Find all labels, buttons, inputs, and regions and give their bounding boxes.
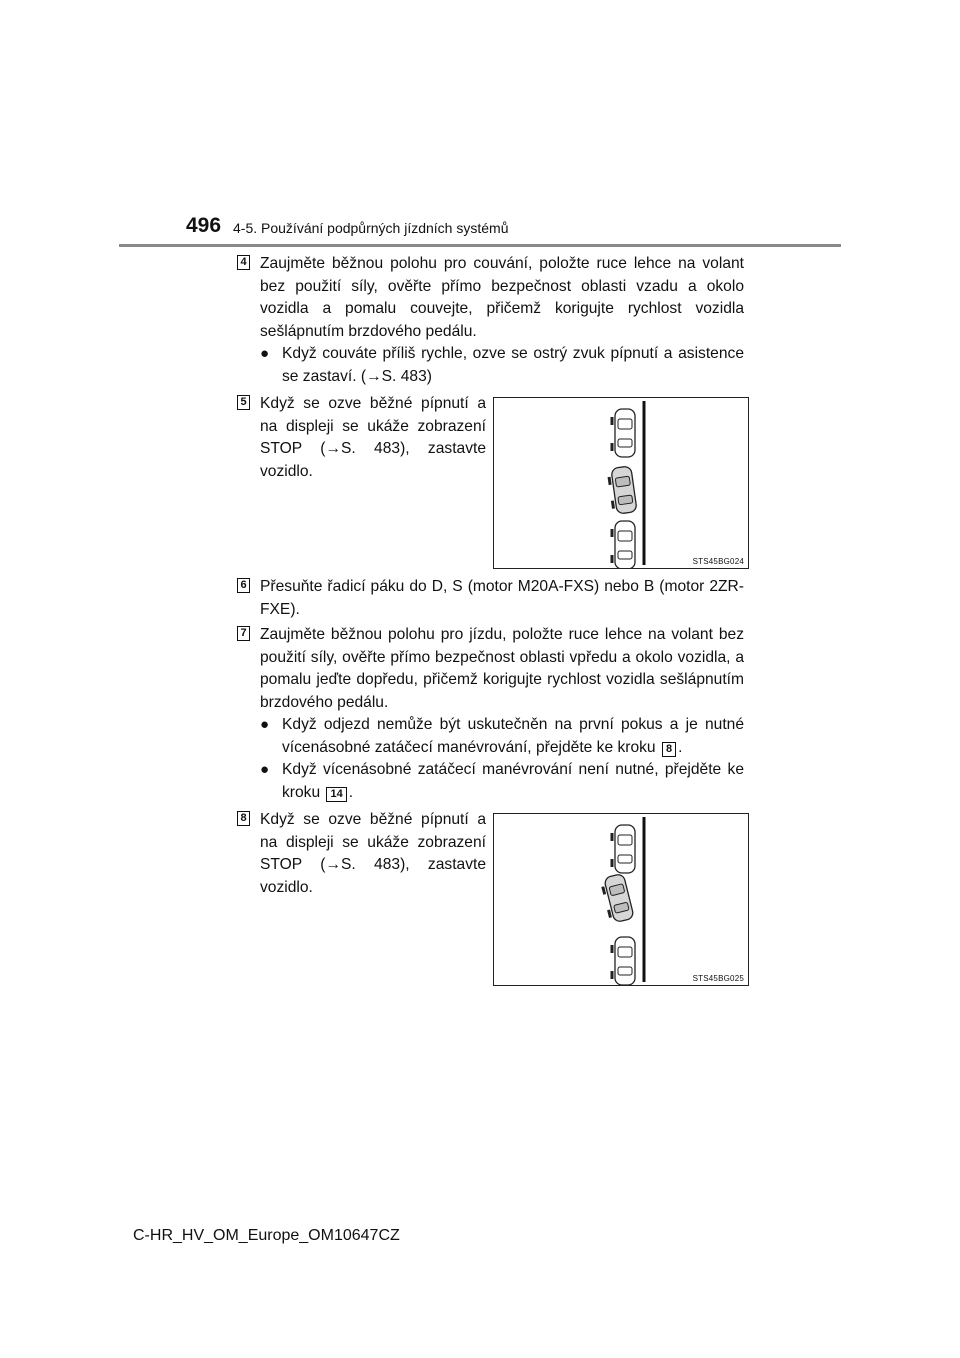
step-7-text: Zaujměte běžnou polohu pro jízdu, položte ruce lehce na volant bez použití síly, ověřte přímo bezpečnost oblasti vpředu a okolo vozidla, a pomalu jeďte dopředu, přičemž korigujte rychlost vozidla sešlápnutím brzdového pedálu. xyxy=(260,626,744,711)
step-7-bullet-1-text: Když odjezd nemůže být uskutečněn na první pokus a je nutné vícenásobné zatáčecí manévrování, přejděte ke kroku xyxy=(282,716,744,756)
bullet-dot-icon: ● xyxy=(260,345,270,362)
step-badge-8: 8 xyxy=(237,811,250,826)
parked-car-rear-icon xyxy=(612,937,635,985)
step-7-bullet-2: ● Když vícenásobné zatáčecí manévrování není nutné, přejděte ke kroku 14 . xyxy=(260,761,744,801)
step-7-bullet-2-text: Když vícenásobné zatáčecí manévrování není nutné, přejděte ke kroku xyxy=(282,761,744,801)
step-4-bullet xyxy=(260,343,744,388)
step-badge-6: 6 xyxy=(237,578,250,593)
step-badge-7: 7 xyxy=(237,626,250,641)
section-title: 4-5. Používání podpůrných jízdních systémů xyxy=(233,220,509,236)
parked-car-front-icon xyxy=(612,825,635,873)
car-diagram-2 xyxy=(494,814,748,985)
step-4-bullet-text: Když couváte příliš rychle, ozve se ostrý zvuk pípnutí a asistence se zastaví. (→S. 483) xyxy=(282,345,744,385)
parking-illustration-1 xyxy=(493,397,749,569)
bullet-dot-icon: ● xyxy=(260,761,270,778)
step-6-text: Přesuňte řadicí páku do D, S (motor M20A-FXS) nebo B (motor 2ZR-FXE). xyxy=(260,578,744,618)
maneuvering-car-icon xyxy=(601,873,634,923)
step-badge-4: 4 xyxy=(237,255,250,270)
step-4-text: Zaujměte běžnou polohu pro couvání, položte ruce lehce na volant bez použití síly, ověřte přímo bezpečnost oblasti vzadu a okolo vozidla a pomalu couvejte, přičemž korigujte rychlost vozidla sešlápnutím brzdového pedálu. xyxy=(260,255,744,340)
maneuvering-car-icon xyxy=(608,466,637,515)
step-ref-badge-8[interactable]: 8 xyxy=(662,742,676,757)
step-ref-badge-14[interactable]: 14 xyxy=(326,787,346,802)
car-diagram-1 xyxy=(494,398,748,568)
step-5-text: Když se ozve běžné pípnutí a na displeji se ukáže zobrazení STOP (→S. 483), zastavte vozidlo. xyxy=(260,395,486,480)
header-divider xyxy=(119,244,841,247)
figure-code-1: STS45BG024 xyxy=(692,557,744,566)
parking-illustration-2 xyxy=(493,813,749,986)
figure-code-2: STS45BG025 xyxy=(692,974,744,983)
step-7-bullet-1: ● Když odjezd nemůže být uskutečněn na první pokus a je nutné vícenásobné zatáčecí manévrování, přejděte ke kroku 8 . xyxy=(260,716,744,756)
step-8-text: Když se ozve běžné pípnutí a na displeji se ukáže zobrazení STOP (→S. 483), zastavte vozidlo. xyxy=(260,811,486,896)
parked-car-front-icon xyxy=(612,409,635,457)
bullet-dot-icon: ● xyxy=(260,716,270,733)
step-badge-5: 5 xyxy=(237,395,250,410)
parked-car-rear-icon xyxy=(612,521,635,568)
manual-code: C-HR_HV_OM_Europe_OM10647CZ xyxy=(133,1227,400,1244)
page-number: 496 xyxy=(186,214,222,237)
